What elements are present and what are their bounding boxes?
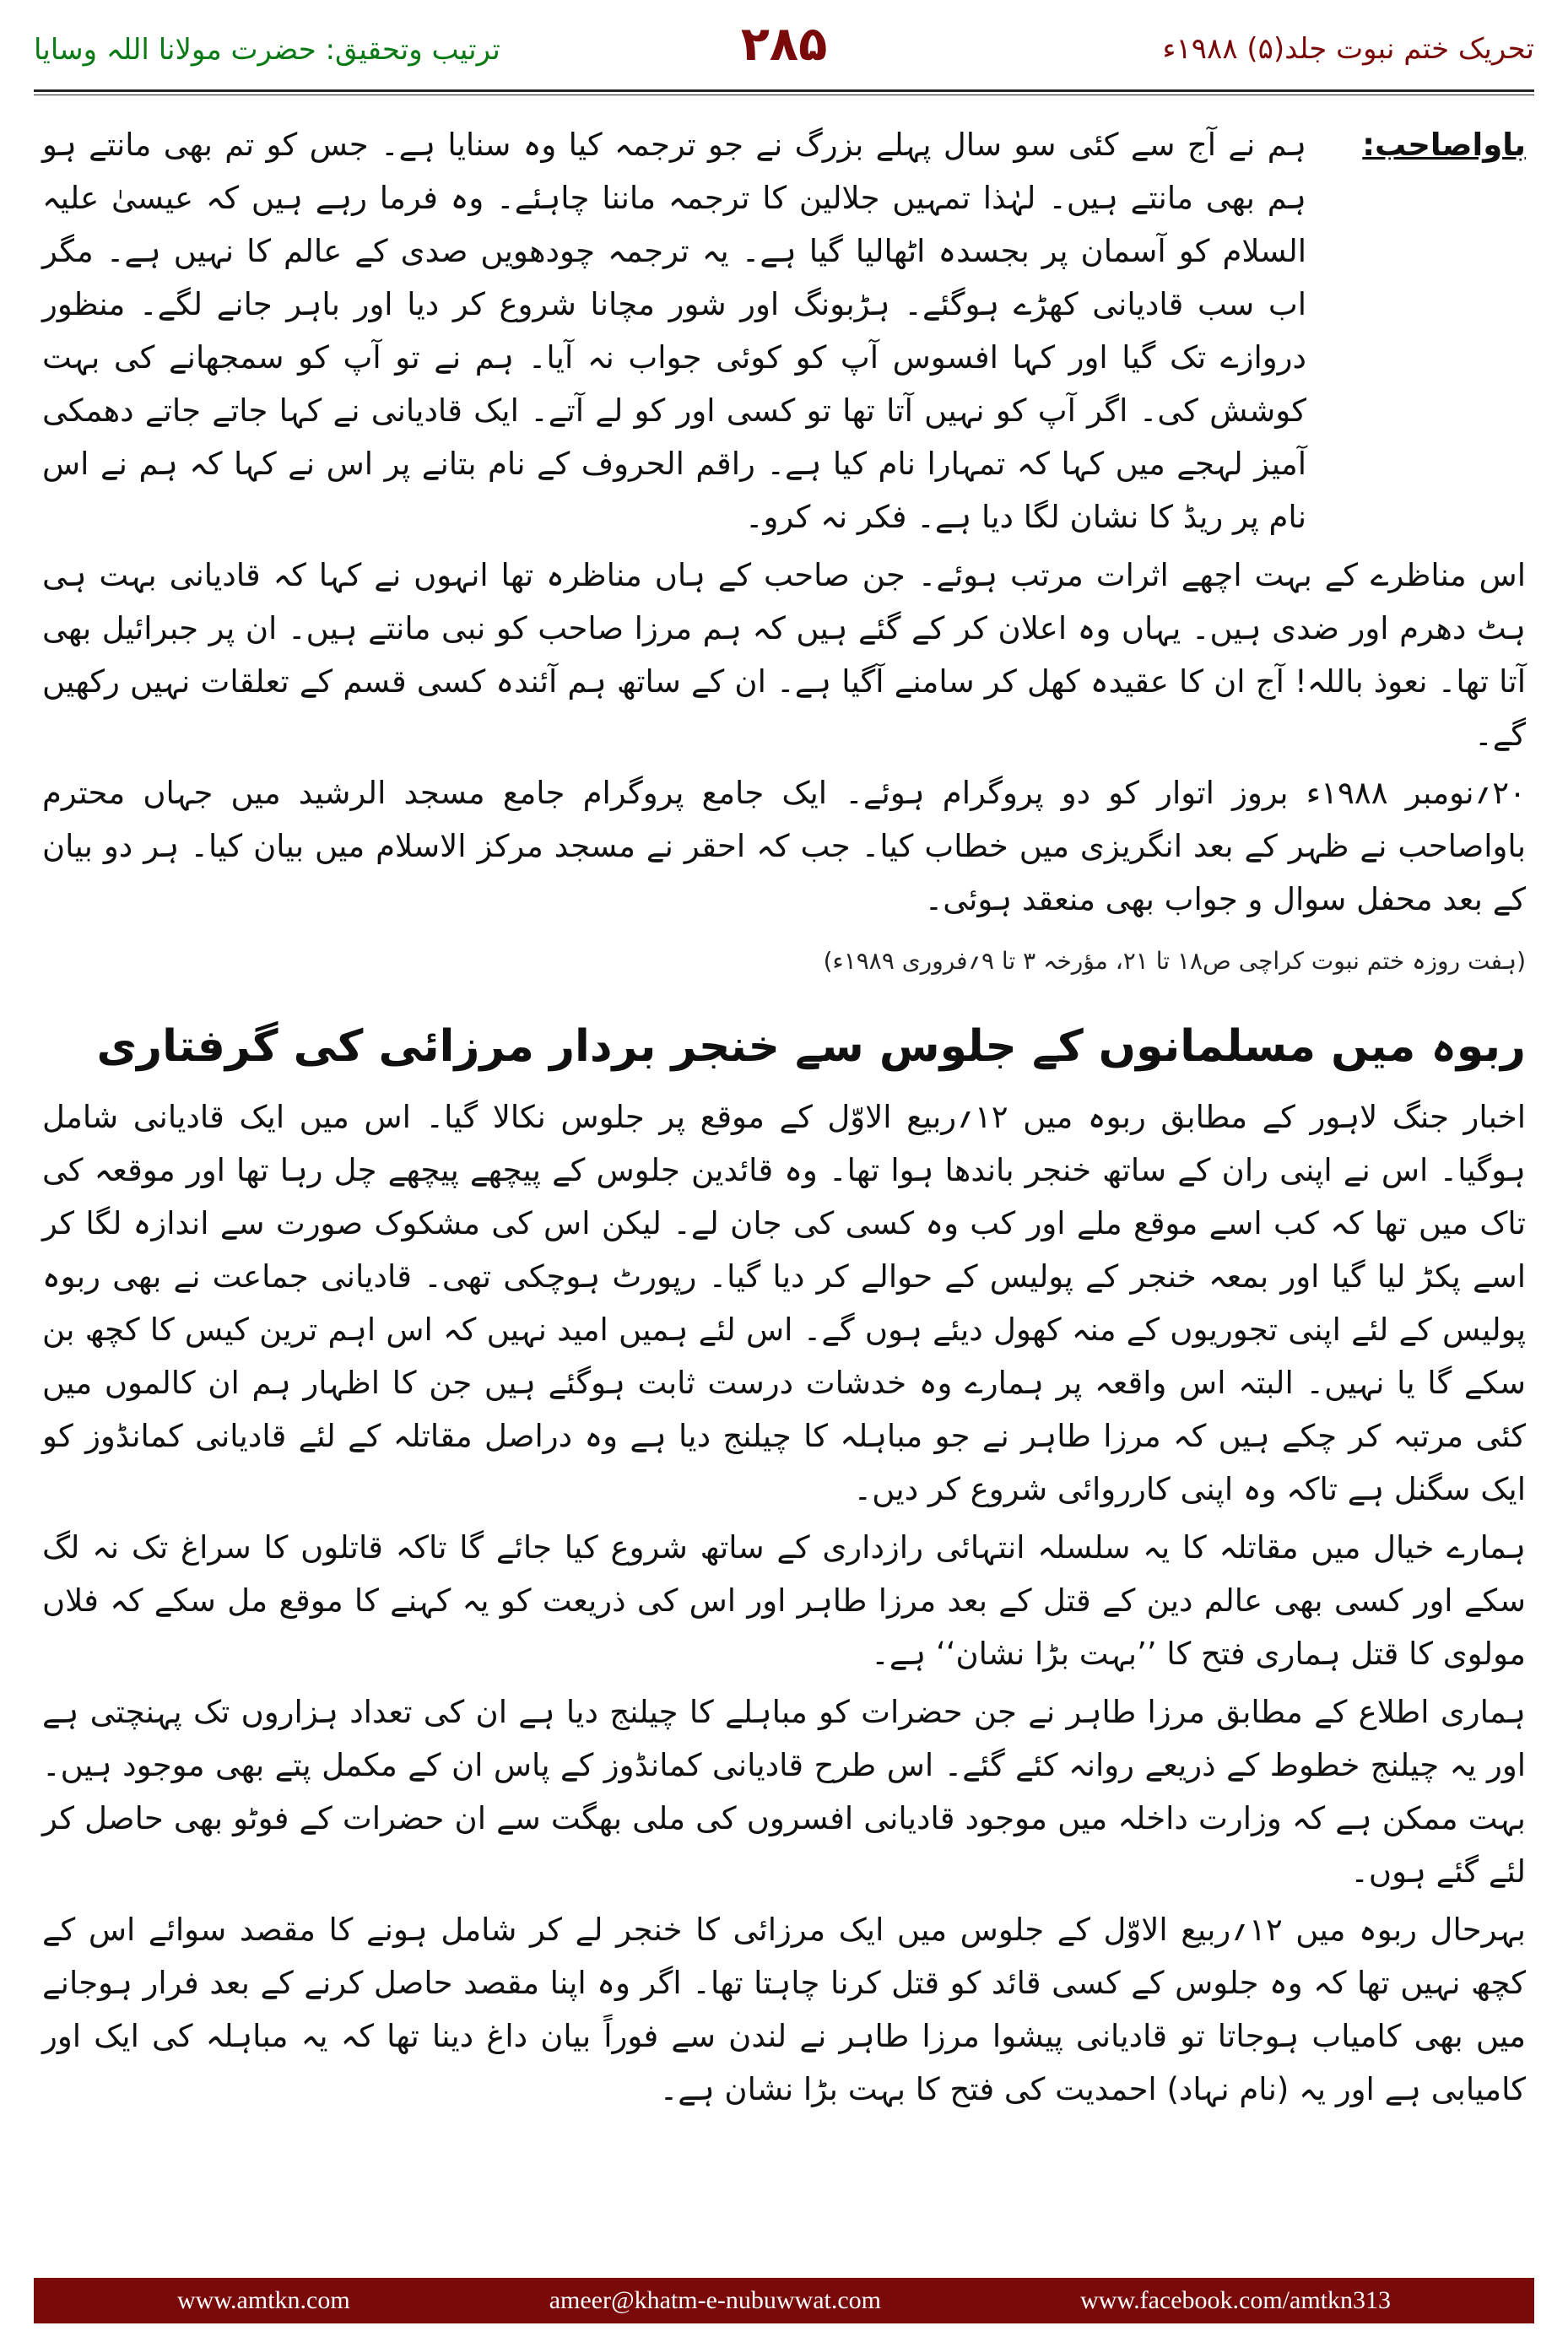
paragraph-rabwah-2: ہمارے خیال میں مقاتلہ کا یہ سلسلہ انتہائی رازداری کے ساتھ شروع کیا جائے گا تاکہ قاتلوں کا سراغ تک نہ لگ سکے اور کسی بھی عالم دین کے قتل کے بعد مرزا طاہر اور اس کی ذریعت کو یہ کہنے کا موقع مل سکے کہ فلاں مولوی کا قتل ہماری فتح کا ’’بہت بڑا نشان‘‘ ہے۔ bbox=[42, 1529, 1526, 1672]
page-number: ۲۸۵ bbox=[740, 17, 828, 72]
paragraph-november-program: ۲۰؍نومبر ۱۹۸۸ء بروز اتوار کو دو پروگرام ہوئے۔ ایک جامع پروگرام جامع مسجد الرشید میں جہاں محترم باواصاحب نے ظہر کے بعد انگریزی میں خطاب کیا۔ جب کہ احقر نے مسجد مرکز الاسلام میں بیان کیا۔ ہر دو بیان کے بعد محفل سوال و جواب بھی منعقد ہوئی۔ bbox=[42, 775, 1526, 917]
page-header bbox=[34, 17, 1534, 93]
paragraph-rabwah-1: اخبار جنگ لاہور کے مطابق ربوہ میں ۱۲؍ربیع الاوّل کے موقع پر جلوس نکالا گیا۔ اس میں ایک قادیانی شامل ہوگیا۔ اس نے اپنی ران کے ساتھ خنجر باندھا ہوا تھا۔ وہ قائدین جلوس کے پیچھے پیچھے چل رہا تھا اور موقعہ کی تاک میں تھا کہ کب اسے موقع ملے اور کب وہ کسی کی جان لے۔ لیکن اس کی مشکوک صورت سے اندازہ لگا کر اسے پکڑ لیا گیا اور بمعہ خنجر کے پولیس کے حوالے کر دیا گیا۔ رپورٹ ہوچکی تھی۔ قادیانی جماعت نے بھی ربوہ پولیس کے لئے اپنی تجوریوں کے منہ کھول دیئے ہوں گے۔ اس لئے ہمیں امید نہیں کہ اس اہم ترین کیس کا کچھ بن سکے گا یا نہیں۔ البتہ اس واقعہ پر ہمارے وہ خدشات درست ثابت ہوگئے ہیں جن کا اظہار ہم ان کالموں میں کئی مرتبہ کر چکے ہیں کہ مرزا طاہر نے جو مباہلہ کا چیلنج دیا ہے وہ دراصل مقاتلہ کے لئے قادیانی کمانڈوز کو ایک سگنل ہے تاکہ وہ اپنی کارروائی شروع کر دیں۔ bbox=[42, 1099, 1527, 1507]
page-body bbox=[42, 118, 1526, 2121]
speaker-label: باواصاحب: bbox=[1362, 127, 1526, 163]
book-title: تحریک ختم نبوت جلد(۵) ۱۹۸۸ء bbox=[1162, 32, 1534, 66]
compiler-credit: ترتیب وتحقیق: حضرت مولانا اللہ وسایا bbox=[34, 33, 500, 67]
footer-email-link[interactable]: ameer@khatm-e-nubuwwat.com bbox=[549, 2286, 882, 2314]
paragraph-debate-effects: اس مناظرے کے بہت اچھے اثرات مرتب ہوئے۔ جن صاحب کے ہاں مناظرہ تھا انہوں نے کہا کہ قادیانی بہت ہی ہٹ دھرم اور ضدی ہیں۔ یہاں وہ اعلان کر کے گئے ہیں کہ ہم مرزا صاحب کو نبی مانتے ہیں۔ ان پر جبرائیل بھی آتا تھا۔ نعوذ باللہ! آج ان کا عقیدہ کھل کر سامنے آگیا ہے۔ ان کے ساتھ ہم آئندہ کسی قسم کے تعلقات نہیں رکھیں گے۔ bbox=[42, 557, 1526, 753]
paragraph-rabwah-3: ہماری اطلاع کے مطابق مرزا طاہر نے جن حضرات کو مباہلے کا چیلنج دیا ہے ان کی تعداد ہزاروں تک پہنچتی ہے اور یہ چیلنج خطوط کے ذریعے روانہ کئے گئے۔ اس طرح قادیانی کمانڈوز کے پاس ان کے مکمل پتے بھی موجود ہیں۔ بہت ممکن ہے کہ وزارت داخلہ میں موجود قادیانی افسروں کی ملی بھگت سے ان حضرات کے فوٹو بھی حاصل کر لئے گئے ہوں۔ bbox=[42, 1694, 1526, 1890]
dialogue-block bbox=[42, 118, 1526, 544]
paragraph-rabwah-4: بہرحال ربوہ میں ۱۲؍ربیع الاوّل کے جلوس میں ایک مرزائی کا خنجر لے کر شامل ہونے کا مقصد سوائے اس کے کچھ نہیں تھا کہ وہ جلوس کے کسی قائد کو قتل کرنا چاہتا تھا۔ اگر وہ اپنا مقصد حاصل کرنے کے بعد فرار ہوجانے میں بھی کامیاب ہوجاتا تو قادیانی پیشوا مرزا طاہر نے لندن سے فوراً بیان داغ دینا تھا کہ یہ مباہلہ کی ایک اور کامیابی ہے اور یہ (نام نہاد) احمدیت کی فتح کا بہت بڑا نشان ہے۔ bbox=[42, 1912, 1526, 2107]
dialogue-paragraph: ہم نے آج سے کئی سو سال پہلے بزرگ نے جو ترجمہ کیا وہ سنایا ہے۔ جس کو تم بھی مانتے ہو ہم بھی مانتے ہیں۔ لہٰذا تمہیں جلالین کا ترجمہ ماننا چاہئے۔ وہ فرما رہے ہیں کہ عیسیٰ علیہ السلام کو آسمان پر بجسدہ اٹھالیا گیا ہے۔ یہ ترجمہ چودھویں صدی کے عالم کا نہیں ہے۔ مگر اب سب قادیانی کھڑے ہوگئے۔ ہڑبونگ اور شور مچانا شروع کر دیا اور باہر جانے لگے۔ منظور دروازے تک گیا اور کہا افسوس آپ کو کوئی جواب نہ آیا۔ ہم نے تو آپ کو سمجھانے کی بہت کوشش کی۔ اگر آپ کو نہیں آتا تھا تو کسی اور کو لے آتے۔ ایک قادیانی نے کہا جاتے جاتے دھمکی آمیز لہجے میں کہا کہ تمہارا نام کیا ہے۔ راقم الحروف کے نام بتانے پر اس نے کہا کہ ہم نے اس نام پر ریڈ کا نشان لگا دیا ہے۔ فکر نہ کرو۔ bbox=[42, 127, 1306, 535]
section-heading: ربوہ میں مسلمانوں کے جلوس سے خنجر بردار مرزائی کی گرفتاری bbox=[96, 1021, 1526, 1072]
header-divider bbox=[34, 89, 1534, 92]
source-citation: (ہفت روزہ ختم نبوت کراچی ص۱۸ تا ۲۱، مؤرخہ ۳ تا ۹؍فروری ۱۹۸۹ء) bbox=[823, 947, 1526, 975]
footer-facebook-link[interactable]: www.facebook.com/amtkn313 bbox=[1080, 2286, 1391, 2314]
footer-website-link[interactable]: www.amtkn.com bbox=[177, 2286, 350, 2314]
page-footer bbox=[34, 2278, 1534, 2323]
